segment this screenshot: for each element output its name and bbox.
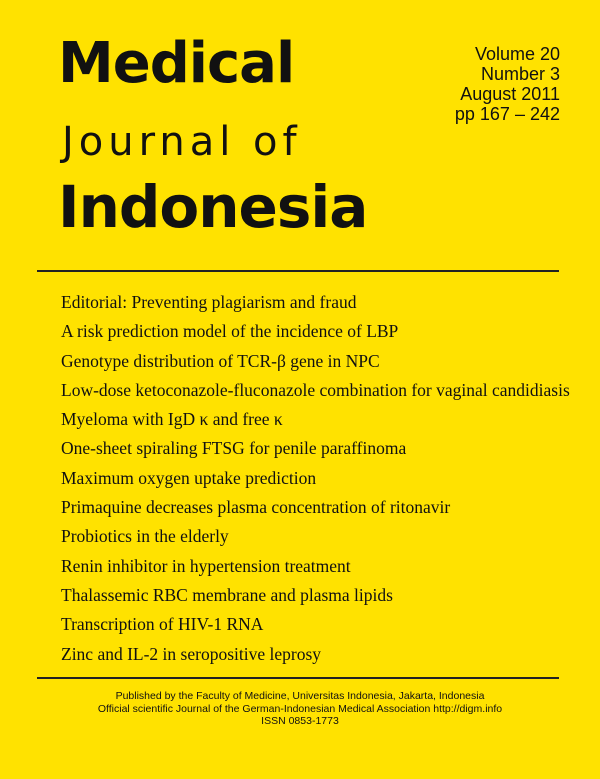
article-title: One-sheet spiraling FTSG for penile paraffinoma [61,438,407,459]
article-title: Transcription of HIV-1 RNA [61,614,264,635]
issue-pages: pp 167 – 242 [454,104,560,124]
issue-volume: Volume 20 [474,44,560,64]
article-title: A risk prediction model of the incidence of LBP [61,321,399,342]
journal-title-journal-of: Journal of [62,119,302,165]
footer-affiliation: Official scientific Journal of the German-Indonesian Medical Association http://digm.info [97,702,503,715]
article-title: Genotype distribution of TCR-β gene in NPC [61,350,380,371]
journal-title-indonesia: Indonesia [58,173,368,241]
footer-issn: ISSN 0853-1773 [261,715,339,727]
top-divider [37,270,559,272]
article-title: Maximum oxygen uptake prediction [61,467,317,488]
table-of-contents [61,288,570,669]
publisher-footer [0,690,600,728]
article-title: Renin inhibitor in hypertension treatment [61,555,351,576]
article-title: Primaquine decreases plasma concentration of ritonavir [61,497,451,518]
issue-date: August 2011 [460,84,560,104]
article-title: Thalassemic RBC membrane and plasma lipids [61,584,393,605]
article-title: Probiotics in the elderly [61,526,229,547]
journal-title-medical: Medical [58,31,295,96]
article-title: Low-dose ketoconazole-fluconazole combination for vaginal candidiasis [61,379,570,400]
footer-publisher: Published by the Faculty of Medicine, Universitas Indonesia, Jakarta, Indonesia [115,690,485,702]
article-title: Zinc and IL-2 in seropositive leprosy [61,643,322,664]
bottom-divider [37,677,559,679]
article-title: Myeloma with IgD κ and free κ [61,409,283,430]
issue-info [455,44,560,124]
issue-number: Number 3 [480,64,560,84]
article-title: Editorial: Preventing plagiarism and fraud [61,292,357,312]
